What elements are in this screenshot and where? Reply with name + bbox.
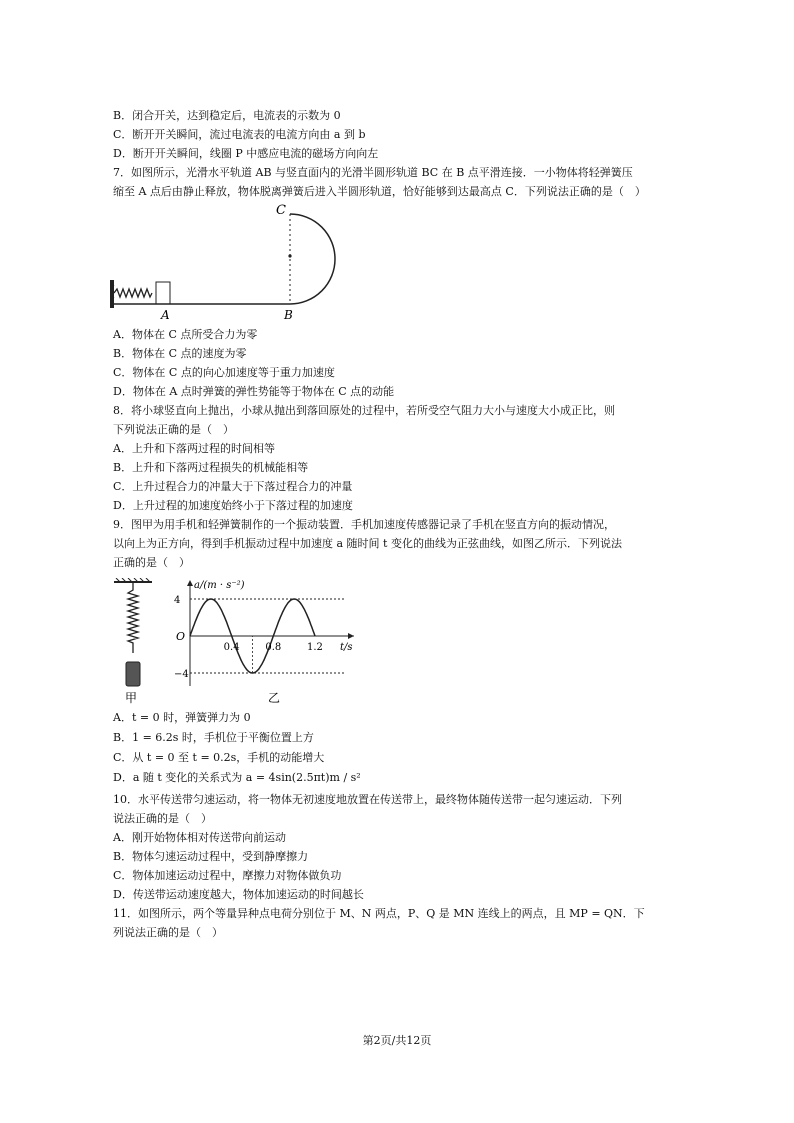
q11-stem-line2: 列说法正确的是（ ） <box>113 926 223 939</box>
q6-option-b: B．闭合开关，达到稳定后，电流表的示数为 0 <box>113 109 341 122</box>
label-a: A <box>161 308 170 322</box>
y-axis-arrow <box>187 580 193 586</box>
x-tick-label: 1.2 <box>307 642 323 653</box>
q10-option-d: D．传送带运动速度越大，物体加速运动的时间越长 <box>113 888 364 901</box>
q9-chart-yi <box>168 578 383 708</box>
q7-option-d: D．物体在 A 点时弹簧的弹性势能等于物体在 C 点的动能 <box>113 385 395 398</box>
y-tick-label: −4 <box>174 669 189 680</box>
label-yi: 乙 <box>268 691 281 705</box>
q6-option-d: D．断开开关瞬间，线圈 P 中感应电流的磁场方向向左 <box>113 147 379 160</box>
y-tick-label: 4 <box>174 595 181 606</box>
q7-stem-line2: 缩至 A 点后由静止释放，物体脱离弹簧后进入半圆形轨道，恰好能够到达最高点 C．下列说法正确的是（ ） <box>113 185 646 198</box>
q10-option-b: B．物体匀速运动过程中，受到静摩擦力 <box>113 850 309 863</box>
origin-label: O <box>176 630 186 643</box>
q11-stem-line1: 11．如图所示，两个等量异种点电荷分别位于 M、N 两点，P、Q 是 MN 连线上的两点，且 MP = QN．下 <box>113 907 645 920</box>
label-b: B <box>284 308 293 322</box>
phone <box>126 662 140 686</box>
q8-option-a: A．上升和下落两过程的时间相等 <box>113 442 275 455</box>
q7-figure-track <box>110 198 350 323</box>
spring <box>114 289 152 297</box>
center-dot <box>288 254 291 257</box>
q8-stem-line1: 8．将小球竖直向上抛出，小球从抛出到落回原处的过程中，若所受空气阻力大小与速度大小成正比，则 <box>113 404 615 417</box>
x-axis-label: t/s <box>340 642 353 653</box>
q8-option-b: B．上升和下落两过程损失的机械能相等 <box>113 461 309 474</box>
x-tick-label: 0.8 <box>265 642 282 653</box>
q10-stem-line1: 10．水平传送带匀速运动，将一物体无初速度地放置在传送带上，最终物体随传送带一起匀速运动．下列 <box>113 793 622 806</box>
q9-option-c: C．从 t = 0 至 t = 0.2s，手机的动能增大 <box>113 751 325 764</box>
x-tick-label: 0.4 <box>223 642 240 653</box>
q10-stem-line2: 说法正确的是（ ） <box>113 812 212 825</box>
q8-option-c: C．上升过程合力的冲量大于下落过程合力的冲量 <box>113 480 353 493</box>
q6-option-c: C．断开开关瞬间，流过电流表的电流方向由 a 到 b <box>113 128 366 141</box>
q9-option-a: A．t = 0 时，弹簧弹力为 0 <box>113 711 251 724</box>
q7-stem-line1: 7．如图所示，光滑水平轨道 AB 与竖直面内的光滑半圆形轨道 BC 在 B 点平滑连接．一小物体将轻弹簧压 <box>113 166 633 179</box>
q8-stem-line2: 下列说法正确的是（ ） <box>113 423 234 436</box>
q9-stem-line1: 9．图甲为用手机和轻弹簧制作的一个振动装置．手机加速度传感器记录了手机在竖直方向的振动情况， <box>113 518 615 531</box>
x-axis-arrow <box>348 633 354 639</box>
q9-option-d: D．a 随 t 变化的关系式为 a = 4sin(2.5πt)m / s² <box>113 771 361 784</box>
block <box>156 282 170 304</box>
semicircle-bc <box>290 214 335 304</box>
q7-option-b: B．物体在 C 点的速度为零 <box>113 347 247 360</box>
label-jia: 甲 <box>125 691 138 705</box>
q8-option-d: D．上升过程的加速度始终小于下落过程的加速度 <box>113 499 353 512</box>
q10-option-a: A．刚开始物体相对传送带向前运动 <box>113 831 286 844</box>
q9-option-b: B．1 = 6.2s 时，手机位于平衡位置上方 <box>113 731 314 744</box>
q7-option-c: C．物体在 C 点的向心加速度等于重力加速度 <box>113 366 335 379</box>
y-axis-label: a/(m · s⁻²) <box>194 580 245 591</box>
q10-option-c: C．物体加速运动过程中，摩擦力对物体做负功 <box>113 869 342 882</box>
q7-option-a: A．物体在 C 点所受合力为零 <box>113 328 258 341</box>
q9-stem-line3: 正确的是（ ） <box>113 556 190 569</box>
spring-vertical <box>128 582 138 653</box>
label-c: C <box>276 203 286 218</box>
q9-stem-line2: 以向上为正方向，得到手机振动过程中加速度 a 随时间 t 变化的曲线为正弦曲线，如图乙所示．下列说法 <box>113 537 622 550</box>
page-footer: 第2页/共12页 <box>362 1034 432 1047</box>
q9-figure-jia <box>112 578 157 708</box>
